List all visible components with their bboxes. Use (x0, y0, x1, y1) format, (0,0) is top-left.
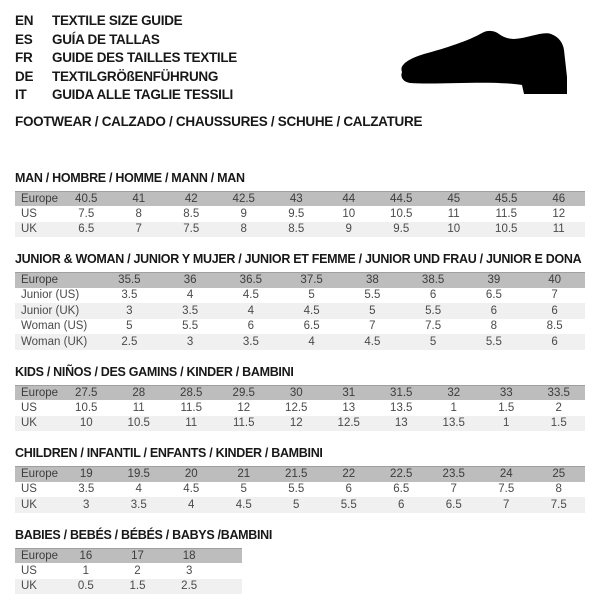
section-children (15, 447, 585, 513)
table-row (15, 191, 585, 207)
size-table-junior-woman (15, 272, 585, 350)
table-row (15, 334, 585, 350)
size-cell: 11 (132, 401, 145, 414)
size-cell: 8 (135, 207, 142, 220)
size-cell: 7 (135, 223, 142, 236)
category-title: FOOTWEAR / CALZADO / CHAUSSURES / SCHUHE / CALZATURE (15, 113, 423, 129)
size-cell: 16 (79, 549, 93, 562)
language-label: GUÍA DE TALLAS (52, 31, 160, 47)
size-cell: 1 (450, 401, 457, 414)
size-cell: 5 (369, 304, 376, 317)
size-cell: 7.5 (425, 320, 442, 333)
size-cell: 4 (247, 304, 255, 317)
size-cell: 5 (126, 320, 133, 333)
size-cell: 11.5 (180, 401, 203, 414)
table-row (15, 416, 585, 432)
size-cell: 7.5 (550, 498, 567, 511)
size-cell: 4 (135, 483, 142, 496)
size-cell: 2.5 (181, 580, 198, 593)
row-label: UK (21, 580, 37, 593)
language-code: IT (15, 87, 27, 102)
section-title-junior-woman: JUNIOR & WOMAN / JUNIOR Y MUJER / JUNIOR ET FEMME / JUNIOR UND FRAU / JUNIOR E DONA (15, 252, 582, 266)
size-cell: 28 (132, 386, 146, 399)
size-cell: 12.5 (285, 401, 308, 414)
size-cell: 11 (552, 223, 565, 236)
size-cell: 4.5 (183, 483, 200, 496)
size-cell: 11 (185, 417, 198, 430)
size-cell: 22.5 (390, 468, 413, 481)
size-cell: 28.5 (180, 386, 203, 399)
size-cell: 25 (552, 468, 566, 481)
size-cell: 29.5 (232, 386, 255, 399)
size-cell: 5.5 (364, 289, 381, 302)
row-label: Woman (US) (21, 320, 88, 333)
size-cell: 37.5 (300, 274, 323, 287)
table-row (15, 385, 585, 401)
table-row (15, 548, 242, 564)
section-babies (15, 529, 585, 595)
size-cell: 6.5 (78, 223, 95, 236)
size-cell: 24 (499, 468, 513, 481)
size-cell: 18 (182, 549, 196, 562)
size-cell: 11 (447, 207, 460, 220)
size-cell: 12 (289, 417, 303, 430)
size-cell: 13.5 (390, 401, 413, 414)
size-cell: 9 (240, 207, 247, 220)
language-code: FR (15, 50, 33, 65)
section-title-children: CHILDREN / INFANTIL / ENFANTS / KINDER / BAMBINI (15, 446, 323, 460)
size-cell: 10.5 (75, 401, 98, 414)
size-cell: 38.5 (421, 274, 445, 287)
table-row (15, 272, 585, 288)
table-row (15, 482, 585, 498)
section-kids (15, 366, 585, 432)
size-cell: 19.5 (127, 468, 150, 481)
language-row-en (15, 12, 585, 31)
size-cell: 7 (450, 483, 457, 496)
size-cell: 13 (394, 417, 408, 430)
size-cell: 4 (186, 289, 194, 302)
row-label: UK (21, 223, 37, 236)
size-cell: 6.5 (393, 483, 410, 496)
row-label: US (21, 401, 37, 414)
size-cell: 11.5 (232, 417, 255, 430)
row-label: US (21, 483, 37, 496)
size-cell: 3 (83, 498, 90, 511)
size-cell: 1.5 (498, 401, 515, 414)
size-cell: 33 (499, 386, 513, 399)
size-cell: 38 (365, 274, 379, 287)
size-cell: 0.5 (77, 580, 94, 593)
size-cell: 3.5 (242, 335, 259, 348)
table-row (15, 303, 585, 319)
size-cell: 36.5 (239, 274, 263, 287)
size-cell: 17 (131, 549, 144, 562)
size-cell: 31 (342, 386, 356, 399)
size-cell: 5 (293, 498, 300, 511)
size-cell: 8 (240, 223, 247, 236)
table-row (15, 466, 585, 482)
size-cell: 6 (551, 335, 558, 348)
size-cell: 3.5 (130, 498, 147, 511)
size-cell: 2 (134, 564, 141, 577)
size-cell: 20 (184, 468, 198, 481)
size-cell: 40.5 (75, 192, 98, 205)
size-cell: 6 (551, 304, 558, 317)
size-cell: 2.5 (121, 335, 138, 348)
size-cell: 1.5 (129, 580, 146, 593)
size-cell: 10 (342, 207, 356, 220)
size-cell: 6 (398, 498, 405, 511)
size-cell: 7.5 (498, 483, 515, 496)
section-title-kids: KIDS / NIÑOS / DES GAMINS / KINDER / BAMBINI (15, 364, 294, 379)
section-junior-woman (15, 253, 585, 350)
size-cell: 9.5 (288, 207, 305, 220)
language-code: DE (15, 68, 34, 84)
row-label: Junior (UK) (21, 304, 80, 317)
size-cell: 7 (369, 320, 376, 333)
size-cell: 3 (186, 335, 194, 348)
size-cell: 42.5 (232, 192, 255, 205)
row-label: UK (21, 498, 37, 511)
size-cell: 44.5 (390, 192, 413, 205)
size-cell: 3.5 (121, 289, 138, 302)
size-cell: 4 (188, 498, 195, 511)
table-row (15, 400, 585, 416)
size-cell: 13.5 (442, 417, 465, 430)
size-cell: 45.5 (495, 192, 518, 205)
size-cell: 4.5 (364, 335, 381, 348)
row-label: US (21, 564, 37, 577)
section-title-babies: BABIES / BEBÉS / BÉBÉS / BABYS /BAMBINI (15, 527, 273, 542)
size-cell: 36 (183, 274, 197, 287)
language-label: TEXTILGRÖßENFÜHRUNG (52, 68, 219, 84)
section-man (15, 172, 585, 238)
size-cell: 3.5 (78, 483, 95, 496)
size-cell: 5.5 (485, 335, 502, 348)
size-cell: 6.5 (445, 498, 462, 511)
size-cell: 6 (345, 483, 352, 496)
size-cell: 4.5 (303, 304, 320, 317)
size-cell: 8.5 (183, 207, 200, 220)
size-cell: 1 (82, 564, 90, 577)
size-cell: 5.5 (340, 498, 357, 511)
size-cell: 3 (126, 304, 133, 317)
size-cell: 4.5 (235, 498, 252, 511)
size-table-man (15, 191, 585, 238)
size-cell: 8.5 (546, 320, 563, 333)
size-cell: 3.5 (182, 304, 199, 317)
size-cell: 5.5 (288, 483, 305, 496)
size-table-babies (15, 548, 242, 595)
size-cell: 1.5 (550, 417, 567, 430)
size-cell: 4.5 (242, 289, 259, 302)
size-cell: 6.5 (485, 289, 502, 302)
language-code: ES (15, 31, 33, 47)
size-cell: 32 (447, 386, 461, 399)
row-label: US (21, 207, 37, 220)
size-cell: 33.5 (547, 386, 570, 399)
size-cell: 21.5 (285, 468, 308, 481)
language-code: EN (15, 13, 34, 28)
size-cell: 39 (487, 274, 501, 287)
size-cell: 10 (79, 417, 93, 430)
language-label: TEXTILE SIZE GUIDE (52, 13, 183, 28)
size-cell: 5.5 (425, 304, 442, 317)
row-label: Europe (21, 386, 59, 399)
size-cell: 7.5 (183, 223, 200, 236)
size-cell: 41 (132, 192, 146, 205)
table-row (15, 579, 242, 595)
size-cell: 10.5 (390, 207, 413, 220)
row-label: Europe (21, 192, 59, 205)
table-row (15, 206, 585, 222)
size-cell: 35.5 (118, 274, 141, 287)
size-cell: 40 (548, 274, 562, 287)
size-cell: 43 (289, 192, 303, 205)
size-tables (0, 172, 600, 595)
size-cell: 19 (79, 468, 93, 481)
size-cell: 7 (503, 498, 510, 511)
row-label: Europe (21, 468, 59, 481)
size-cell: 13 (342, 401, 356, 414)
size-cell: 6.5 (303, 320, 320, 333)
table-row (15, 563, 242, 579)
size-cell: 7 (551, 289, 558, 302)
size-cell: 45 (447, 192, 461, 205)
table-row (15, 222, 585, 238)
row-label: UK (21, 417, 37, 430)
size-table-children (15, 466, 585, 513)
size-table-kids (15, 385, 585, 432)
size-cell: 31.5 (390, 386, 413, 399)
size-cell: 10.5 (127, 417, 150, 430)
size-cell: 21 (237, 468, 251, 481)
dress-shoe-icon (396, 30, 567, 96)
size-cell: 5 (240, 483, 247, 496)
size-cell: 10.5 (495, 223, 518, 236)
size-cell: 12 (552, 207, 566, 220)
size-cell: 27.5 (75, 386, 98, 399)
size-cell: 1 (503, 417, 510, 430)
language-label: GUIDE DES TAILLES TEXTILE (52, 50, 238, 65)
size-cell: 6 (490, 304, 498, 317)
size-cell: 6 (247, 320, 255, 333)
size-cell: 12 (237, 401, 251, 414)
size-cell: 8.5 (288, 223, 305, 236)
size-cell: 8 (490, 320, 498, 333)
row-label: Europe (21, 274, 59, 287)
size-cell: 44 (342, 192, 356, 205)
row-label: Woman (UK) (21, 335, 88, 348)
size-cell: 9.5 (393, 223, 410, 236)
size-cell: 10 (447, 223, 461, 236)
size-cell: 30 (289, 386, 303, 399)
table-row (15, 497, 585, 513)
size-cell: 22 (342, 468, 356, 481)
size-cell: 5.5 (182, 320, 199, 333)
table-row (15, 288, 585, 304)
size-cell: 6 (429, 289, 437, 302)
language-label: GUIDA ALLE TAGLIE TESSILI (52, 87, 233, 102)
size-cell: 5 (308, 289, 315, 302)
row-label: Junior (US) (21, 289, 80, 302)
size-cell: 2 (555, 401, 562, 414)
table-row (15, 319, 585, 335)
size-cell: 42 (184, 192, 198, 205)
size-cell: 23.5 (442, 468, 465, 481)
size-cell: 11.5 (495, 207, 518, 220)
header (0, 0, 600, 130)
size-cell: 12.5 (337, 417, 360, 430)
size-cell: 7.5 (78, 207, 95, 220)
size-cell: 3 (185, 564, 193, 577)
size-cell: 4 (308, 335, 315, 348)
size-cell: 46 (552, 192, 566, 205)
size-cell: 9 (345, 223, 352, 236)
size-cell: 5 (429, 335, 437, 348)
row-label: Europe (21, 549, 59, 562)
section-title-man: MAN / HOMBRE / HOMME / MANN / MAN (15, 170, 245, 185)
size-cell: 8 (555, 483, 562, 496)
